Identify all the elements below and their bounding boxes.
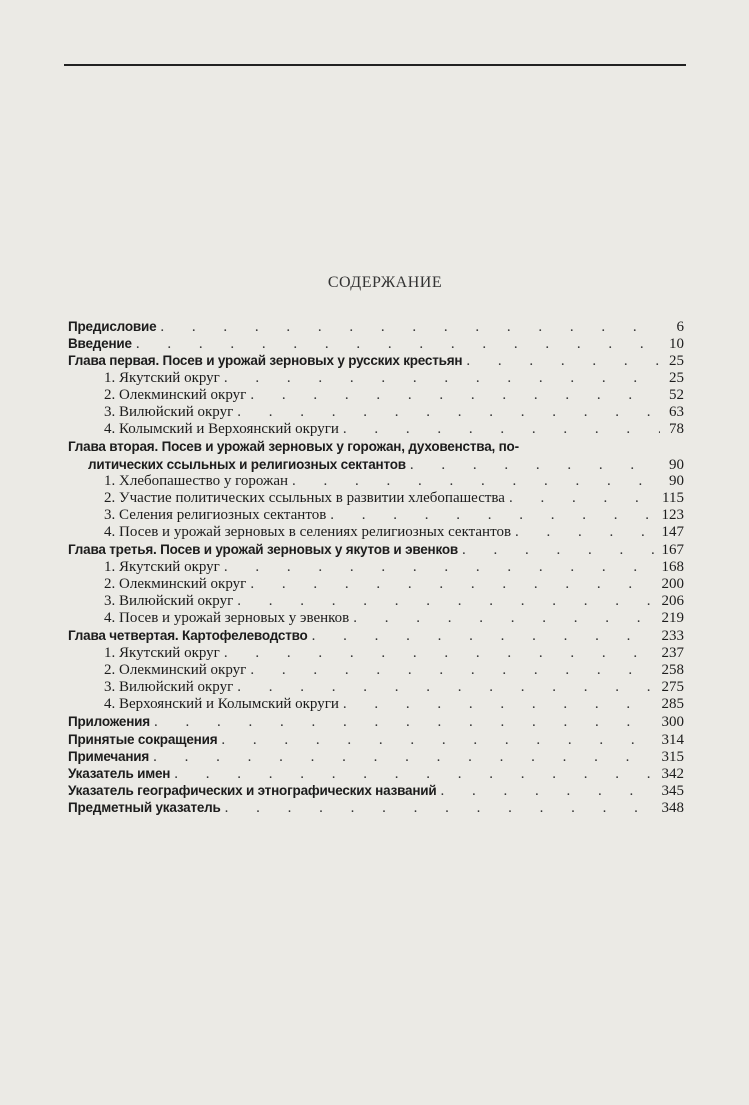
dot-leader xyxy=(509,490,658,507)
toc-entry xyxy=(68,799,684,816)
toc-entry xyxy=(68,610,684,627)
toc-entry-page: 167 xyxy=(661,542,684,559)
dot-leader xyxy=(153,749,657,766)
toc-entry xyxy=(68,782,684,799)
toc-entry-title: Предисловие xyxy=(68,319,157,334)
toc-entry-page: 315 xyxy=(661,748,684,765)
toc-entry-page: 52 xyxy=(669,386,684,403)
toc-entry-page: 345 xyxy=(661,783,684,800)
dot-leader xyxy=(312,628,658,645)
toc-entry xyxy=(68,438,684,455)
dot-leader xyxy=(330,507,657,524)
toc-entry-title: 4. Колымский и Верхоянский округи xyxy=(104,421,339,438)
toc-entry-page: 123 xyxy=(661,507,684,524)
toc-entry-title: 1. Якутский округ xyxy=(104,369,220,386)
toc-entry-page: 90 xyxy=(669,472,684,489)
toc-entry-page: 275 xyxy=(661,678,684,695)
toc-entry xyxy=(68,731,684,748)
toc-entry-title: Принятые сокращения xyxy=(68,731,218,747)
toc-entry xyxy=(68,473,684,490)
toc-entry-title: литических ссыльных и религиозных сектантов xyxy=(88,456,406,472)
toc-entry-page: 200 xyxy=(661,575,684,592)
toc-entry-title: Примечания xyxy=(68,748,150,764)
toc-entry-title: Введение xyxy=(68,336,132,352)
toc-entry-title: Глава четвертая. Картофелеводство xyxy=(68,628,308,644)
toc-entry-title: Предметный указатель xyxy=(68,800,221,816)
toc-entry-title: 3. Вилюйский округ xyxy=(104,403,234,420)
toc-entry xyxy=(68,318,684,335)
dot-leader xyxy=(292,473,660,490)
toc-entry-title: Указатель географических и этнографических названий xyxy=(68,783,437,799)
toc-entry-page: 206 xyxy=(661,593,684,609)
dot-leader xyxy=(343,421,660,438)
toc-entry-page: 63 xyxy=(669,403,684,420)
toc-entry-title: Глава первая. Посев и урожай зерновых у русских крестьян xyxy=(68,353,463,369)
toc-entry xyxy=(68,507,684,524)
toc-entry xyxy=(68,748,684,765)
toc-entry-page: 78 xyxy=(669,421,684,438)
table-of-contents xyxy=(68,318,684,816)
dot-leader xyxy=(136,336,660,353)
toc-entry-page: 147 xyxy=(661,524,684,541)
toc-entry xyxy=(68,662,684,679)
toc-entry xyxy=(68,559,684,576)
toc-entry xyxy=(68,456,684,473)
toc-entry-title: 4. Верхоянский и Колымский округи xyxy=(104,696,339,713)
dot-leader xyxy=(250,576,657,593)
toc-entry-page: 10 xyxy=(669,336,684,353)
dot-leader xyxy=(224,645,658,662)
toc-entry-title: 4. Посев и урожай зерновых у эвенков xyxy=(104,610,350,627)
toc-entry-page: 300 xyxy=(661,714,684,731)
toc-entry-page: 348 xyxy=(661,800,684,817)
toc-entry-title: 2. Участие политических ссыльных в развитии хлебопашества xyxy=(104,489,505,506)
dot-leader xyxy=(221,732,657,749)
toc-entry-page: 168 xyxy=(661,558,684,575)
toc-entry xyxy=(68,696,684,713)
dot-leader xyxy=(250,662,657,679)
toc-entry-title: 3. Вилюйский округ xyxy=(104,593,234,609)
dot-leader xyxy=(237,679,657,696)
toc-entry-title: 1. Якутский округ xyxy=(104,644,220,661)
dot-leader xyxy=(515,524,657,541)
toc-entry-title: 2. Олекминский округ xyxy=(104,575,247,592)
toc-entry xyxy=(68,679,684,696)
toc-entry-page: 25 xyxy=(669,353,684,370)
dot-leader xyxy=(154,714,658,731)
toc-entry xyxy=(68,645,684,662)
dot-leader xyxy=(224,370,660,387)
toc-entry xyxy=(68,524,684,541)
toc-entry-title: 4. Посев и урожай зерновых в селениях религиозных сектантов xyxy=(104,524,512,541)
toc-entry-title: Указатель имен xyxy=(68,765,171,781)
dot-leader xyxy=(250,387,660,404)
dot-leader xyxy=(237,593,657,610)
toc-entry xyxy=(68,490,684,507)
toc-entry-page: 115 xyxy=(662,489,684,506)
toc-entry-title: Приложения xyxy=(68,714,150,730)
header-rule xyxy=(64,64,686,66)
toc-entry-page: 90 xyxy=(669,456,684,473)
toc-entry-page: 6 xyxy=(676,319,684,335)
toc-entry xyxy=(68,370,684,387)
toc-entry xyxy=(68,593,684,610)
toc-entry-title: 3. Селения религиозных сектантов xyxy=(104,507,327,524)
toc-entry-page: 285 xyxy=(661,696,684,713)
dot-leader xyxy=(174,766,657,783)
toc-entry xyxy=(68,404,684,421)
dot-leader xyxy=(160,319,660,336)
toc-entry-page: 25 xyxy=(669,369,684,386)
dot-leader xyxy=(441,783,658,800)
dot-leader xyxy=(410,457,660,474)
page-title: СОДЕРЖАНИЕ xyxy=(327,274,443,291)
toc-entry-title: 2. Олекминский округ xyxy=(104,386,247,403)
toc-entry-title: 1. Якутский округ xyxy=(104,558,220,575)
toc-entry xyxy=(68,335,684,352)
toc-entry xyxy=(68,541,684,558)
toc-entry xyxy=(68,387,684,404)
toc-entry xyxy=(68,576,684,593)
toc-entry-title: Глава третья. Посев и урожай зерновых у якутов и эвенков xyxy=(68,542,459,558)
toc-entry-page: 314 xyxy=(661,731,684,748)
toc-entry-page: 342 xyxy=(661,765,684,782)
dot-leader xyxy=(462,542,657,559)
toc-entry-page: 237 xyxy=(661,644,684,661)
toc-entry xyxy=(68,713,684,730)
dot-leader xyxy=(353,610,657,627)
toc-entry-page: 258 xyxy=(661,661,684,678)
toc-entry-page: 233 xyxy=(661,628,684,645)
dot-leader xyxy=(237,404,660,421)
toc-entry xyxy=(68,421,684,438)
toc-entry-title: 1. Хлебопашество у горожан xyxy=(104,472,289,489)
toc-entry xyxy=(68,765,684,782)
dot-leader xyxy=(225,800,658,817)
dot-leader xyxy=(224,559,658,576)
toc-entry-title: 3. Вилюйский округ xyxy=(104,678,234,695)
toc-entry-title: Глава вторая. Посев и урожай зерновых у горожан, духовенства, по- xyxy=(68,439,519,455)
toc-entry-page: 219 xyxy=(661,610,684,627)
toc-entry-title: 2. Олекминский округ xyxy=(104,661,247,678)
dot-leader xyxy=(466,353,660,370)
toc-entry xyxy=(68,627,684,644)
dot-leader xyxy=(343,696,658,713)
toc-entry xyxy=(68,352,684,369)
